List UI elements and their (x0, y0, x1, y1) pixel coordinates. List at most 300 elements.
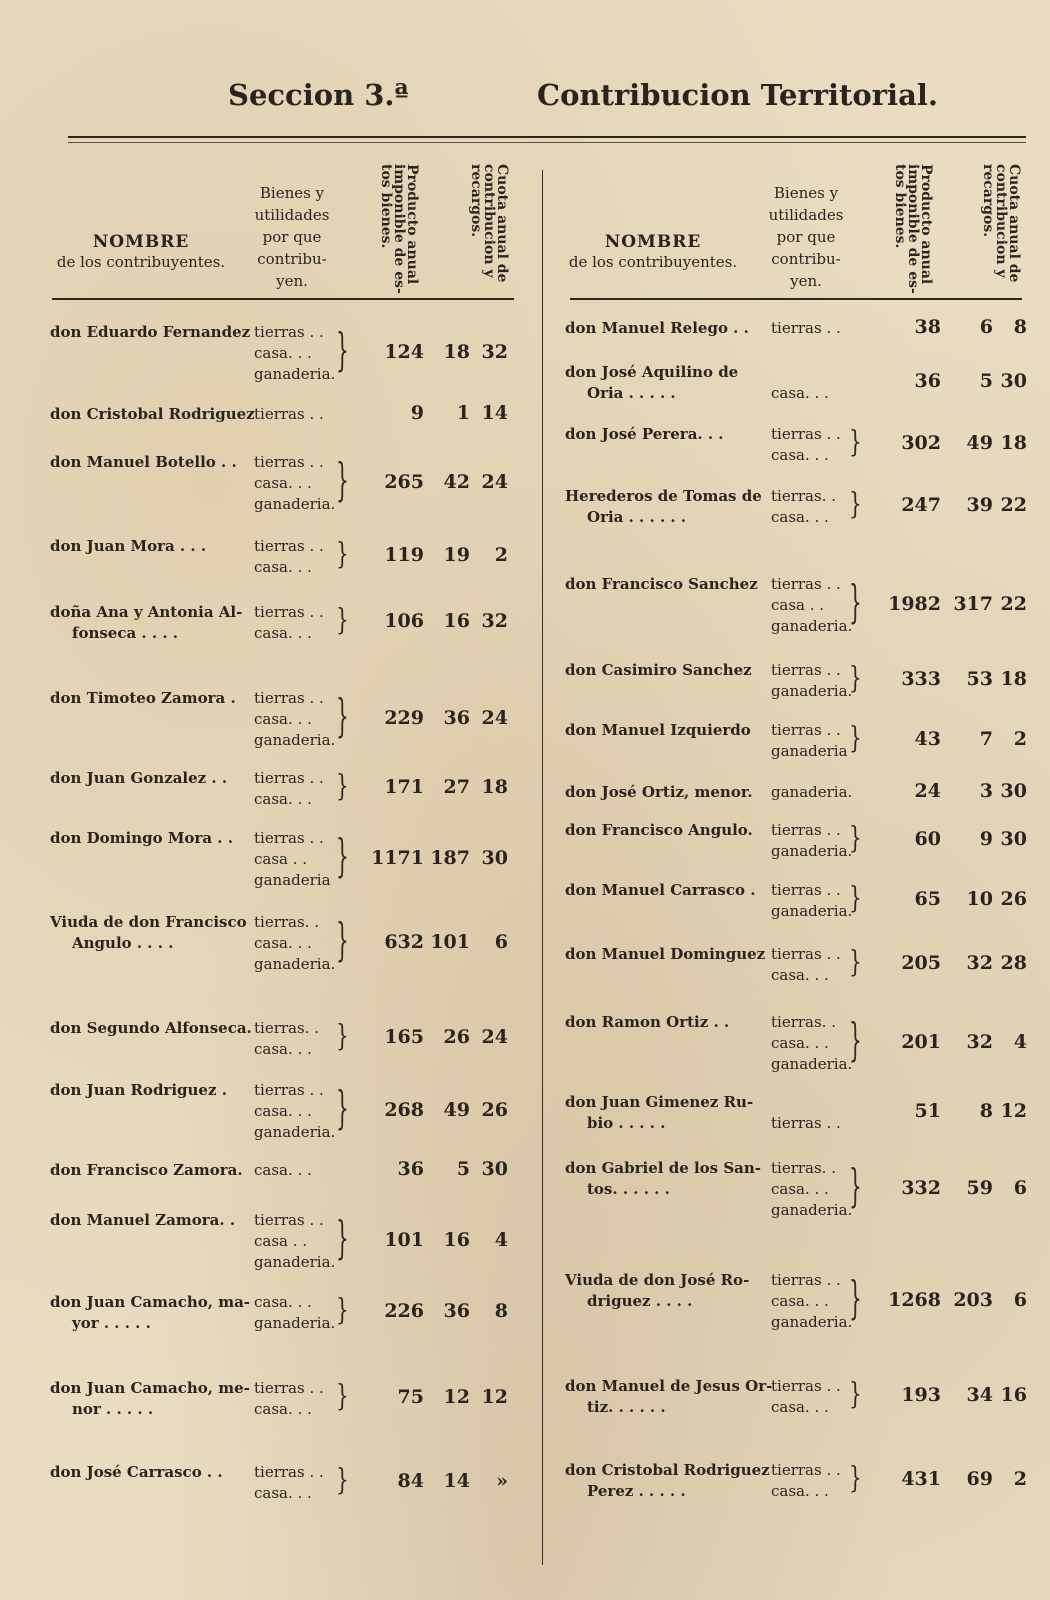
goods-item: ganaderia. (254, 1314, 336, 1332)
cuota-value: 34 (966, 1384, 993, 1406)
goods-item: tierras . . (254, 689, 324, 707)
contributor-entry (565, 1012, 1027, 1075)
cuota-value: 187 (430, 846, 470, 869)
contributor-name-line: Perez . . . . . (587, 1482, 686, 1500)
cuota-value: 317 (953, 592, 993, 615)
goods-list (771, 720, 848, 762)
goods-list (771, 574, 852, 637)
header-rule (68, 136, 1026, 138)
cuota-value: 59 (966, 1176, 993, 1199)
goods-list (771, 1270, 852, 1333)
contributor-name (565, 574, 758, 595)
name-header-bold: NOMBRE (604, 232, 702, 252)
goods-item: casa. . . (771, 384, 829, 402)
goods-list (254, 404, 324, 425)
contributor-name (50, 452, 237, 473)
goods-item: tierras. . (771, 487, 836, 505)
contributor-entry (565, 574, 1027, 637)
cuota-value: 8 (979, 1100, 993, 1122)
cuota-value: 9 (979, 828, 993, 850)
goods-item: tierras . . (254, 453, 324, 471)
brace-glyph: } (849, 878, 862, 915)
contributor-name (565, 1012, 729, 1033)
producto-value: 332 (901, 1176, 941, 1199)
contributor-name (50, 1018, 252, 1039)
goods-list (254, 1018, 319, 1060)
bienes-line: contribu- (257, 250, 327, 268)
contributor-entry (50, 912, 516, 975)
goods-item: tierras . . (771, 1114, 841, 1132)
contributor-name (565, 660, 752, 681)
brace-glyph: } (336, 687, 349, 742)
goods-item: tierras. . (771, 1159, 836, 1177)
goods-item: tierras . . (771, 945, 841, 963)
contributor-name (50, 1462, 223, 1483)
goods-item: tierras . . (771, 1377, 841, 1395)
brace-glyph: } (849, 1269, 862, 1324)
goods-list (771, 383, 829, 404)
goods-list (771, 318, 841, 339)
contributor-name-line: nor . . . . . (72, 1400, 154, 1418)
name-header-sub: de los contribuyentes. (568, 253, 738, 271)
producto-value: 171 (384, 776, 424, 798)
cents-value: 18 (1000, 432, 1027, 454)
contributor-entry (50, 1157, 516, 1181)
goods-list (254, 452, 335, 515)
contributor-name-line: don Manuel Relego . . (565, 319, 749, 337)
goods-list (254, 1462, 324, 1504)
contributor-name (565, 880, 755, 901)
cents-value: 2 (494, 544, 508, 566)
left-column-header (46, 150, 516, 300)
producto-value: 84 (397, 1470, 424, 1492)
cents-value: 26 (1000, 888, 1027, 910)
goods-item: ganaderia. (254, 495, 336, 513)
name-header-sub: de los contribuyentes. (56, 253, 226, 271)
goods-item: casa. . . (254, 344, 312, 362)
contributor-name-line: don Francisco Angulo. (565, 821, 753, 839)
producto-value: 60 (914, 828, 941, 850)
goods-item: ganaderia. (771, 783, 853, 801)
contributor-name-line: don Francisco Zamora. (50, 1161, 243, 1179)
contributor-entry (50, 452, 516, 515)
goods-item: ganaderia. (771, 1055, 853, 1073)
cents-value: 2 (1013, 1468, 1027, 1490)
contributor-name-line: Oria . . . . . . (587, 508, 687, 526)
contributor-entry (565, 1158, 1027, 1221)
contributor-entry (50, 688, 516, 751)
contributor-name (50, 1210, 235, 1231)
goods-item: ganaderia. (771, 842, 853, 860)
goods-item: ganaderia. (254, 731, 336, 749)
producto-column-header: Producto anual imponible de es- tos bienes. (378, 164, 420, 294)
producto-value: 1171 (371, 846, 424, 869)
left-header-rule (52, 298, 514, 300)
cents-value: 32 (481, 340, 508, 363)
goods-item: casa. . . (254, 624, 312, 642)
goods-list (771, 1158, 852, 1221)
contributor-name (565, 782, 753, 803)
contributor-name-line: don Manuel Izquierdo (565, 721, 751, 739)
contributor-entry (50, 828, 516, 891)
contributor-name (565, 1270, 749, 1312)
cuota-value: 16 (443, 1228, 470, 1251)
goods-list (254, 1378, 324, 1420)
contributor-entry (565, 1270, 1027, 1333)
contributor-name-line: don Juan Gonzalez . . (50, 769, 228, 787)
contributor-name-line: Viuda de don Francisco (50, 913, 247, 931)
cuota-column-header: Cuota anual de contribucion y recargos. (980, 164, 1022, 283)
cents-value: 8 (1013, 315, 1027, 338)
cuota-value: 3 (979, 779, 993, 802)
goods-list (254, 912, 335, 975)
goods-item: tierras . . (771, 821, 841, 839)
cents-value: 12 (1000, 1100, 1027, 1122)
contributor-entry (50, 401, 516, 425)
name-column-header (558, 232, 748, 272)
contributor-name (565, 944, 765, 965)
goods-list (771, 424, 841, 466)
producto-value: 124 (384, 340, 424, 363)
producto-value: 201 (901, 1030, 941, 1053)
contributor-entry (565, 720, 1027, 762)
cuota-value: 7 (979, 728, 993, 750)
producto-value: 226 (384, 1300, 424, 1322)
contributor-entry (565, 779, 1027, 803)
goods-item: tierras . . (771, 319, 841, 337)
goods-list (254, 828, 331, 891)
cuota-value: 49 (966, 432, 993, 454)
cuota-value: 49 (443, 1098, 470, 1121)
cuota-value: 69 (966, 1468, 993, 1490)
goods-item: casa. . . (771, 446, 829, 464)
bienes-line: yen. (276, 272, 308, 290)
producto-value: 165 (384, 1026, 424, 1048)
brace-glyph: } (336, 911, 349, 966)
goods-list (254, 1210, 335, 1273)
contributor-name-line: don Gabriel de los San- (565, 1159, 762, 1177)
cents-value: 22 (1000, 592, 1027, 615)
contributor-entry (50, 1210, 516, 1273)
contributor-name-line: fonseca . . . . (72, 624, 178, 642)
contributor-name-line: tos. . . . . . (587, 1180, 670, 1198)
contributor-entry (50, 1462, 516, 1504)
contributor-name (50, 828, 233, 849)
goods-item: ganaderia (254, 871, 331, 889)
producto-value: 9 (410, 401, 424, 424)
goods-item: casa. . . (254, 1040, 312, 1058)
contributor-entry (565, 362, 1027, 404)
goods-list (254, 536, 324, 578)
cents-value: 30 (1000, 370, 1027, 392)
cuota-value: 26 (443, 1026, 470, 1048)
contributor-entry (565, 1460, 1027, 1502)
goods-item: casa. . . (254, 710, 312, 728)
goods-item: ganaderia. (254, 365, 336, 383)
cuota-value: 42 (443, 470, 470, 493)
cents-value: 24 (481, 1026, 508, 1048)
contributor-name (565, 424, 724, 445)
header-rule-thin (68, 142, 1026, 143)
goods-list (254, 1160, 312, 1181)
contributor-name-line: don Domingo Mora . . (50, 829, 233, 847)
name-column-header (46, 232, 236, 272)
contributor-name-line: don Ramon Ortiz . . (565, 1013, 730, 1031)
contributor-name (565, 1092, 753, 1134)
contributor-name (565, 720, 751, 741)
goods-list (771, 820, 852, 862)
cuota-value: 5 (979, 370, 993, 392)
contributor-name (50, 1080, 227, 1101)
goods-item: ganaderia. (254, 1123, 336, 1141)
bienes-line: utilidades (768, 206, 844, 224)
producto-value: 268 (384, 1098, 424, 1121)
brace-glyph: } (336, 827, 349, 882)
contributor-entry (565, 315, 1027, 339)
contributor-name (50, 404, 255, 425)
contributor-name-line: Oria . . . . . (587, 384, 676, 402)
cents-value: 8 (494, 1300, 508, 1322)
goods-item: tierras . . (771, 575, 841, 593)
goods-list (254, 1080, 335, 1143)
contributor-name-line: don José Ortiz, menor. (565, 783, 753, 801)
cents-value: 30 (481, 846, 508, 869)
contributor-name (50, 322, 250, 343)
goods-item: ganaderia. (254, 1253, 336, 1271)
producto-value: 302 (901, 432, 941, 454)
contributor-entry (565, 880, 1027, 922)
contributor-name-line: yor . . . . . (72, 1314, 151, 1332)
producto-value: 36 (397, 1157, 424, 1180)
contributor-name (50, 688, 236, 709)
contributor-name-line: tiz. . . . . . (587, 1398, 666, 1416)
goods-item: tierras . . (254, 1211, 324, 1229)
goods-item: casa. . . (254, 934, 312, 952)
cuota-value: 27 (443, 776, 470, 798)
bienes-line: utilidades (254, 206, 330, 224)
goods-item: casa. . . (771, 966, 829, 984)
goods-list (771, 1012, 852, 1075)
producto-value: 24 (914, 779, 941, 802)
cuota-value: 203 (953, 1288, 993, 1311)
cuota-value: 39 (966, 494, 993, 516)
contributor-entry (565, 1092, 1027, 1134)
cents-value: 28 (1000, 952, 1027, 974)
brace-glyph: } (336, 451, 349, 506)
goods-item: tierras . . (254, 537, 324, 555)
bienes-line: Bienes y (259, 184, 325, 202)
contributor-name-line: don Timoteo Zamora . (50, 689, 236, 707)
goods-item: casa . . (254, 1232, 308, 1250)
goods-item: tierras . . (254, 1379, 324, 1397)
contributor-entry (50, 1378, 516, 1420)
goods-item: casa. . . (254, 474, 312, 492)
bienes-line: por que (776, 228, 836, 246)
contributor-entry (565, 486, 1027, 528)
contributor-name (50, 912, 247, 954)
contributor-entry (50, 536, 516, 578)
contributor-name (50, 602, 242, 644)
producto-value: 36 (914, 370, 941, 392)
goods-item: casa . . (771, 596, 825, 614)
cuota-value: 12 (443, 1386, 470, 1408)
contributor-name (565, 362, 738, 404)
contributor-entry (565, 660, 1027, 702)
bienes-line: Bienes y (773, 184, 839, 202)
goods-item: tierras . . (254, 1463, 324, 1481)
producto-value: 65 (914, 888, 941, 910)
contributor-entry (50, 1018, 516, 1060)
goods-item: tierras . . (771, 881, 841, 899)
cents-value: 18 (1000, 668, 1027, 690)
goods-item: ganaderia. (254, 955, 336, 973)
cuota-value: 6 (979, 315, 993, 338)
contributor-name (50, 1292, 250, 1334)
brace-glyph: } (849, 658, 862, 695)
contributor-name (565, 820, 753, 841)
contributor-entry (565, 1376, 1027, 1418)
cuota-value: 53 (966, 668, 993, 690)
cuota-value: 32 (966, 952, 993, 974)
goods-item: casa. . . (254, 790, 312, 808)
contributor-name-line: bio . . . . . (587, 1114, 666, 1132)
producto-value: 247 (901, 494, 941, 516)
brace-glyph: } (336, 600, 349, 637)
contributor-name-line: doña Ana y Antonia Al- (50, 603, 243, 621)
producto-value: 229 (384, 706, 424, 729)
cents-value: 16 (1000, 1384, 1027, 1406)
goods-item: tierras . . (771, 1461, 841, 1479)
contributor-name-line: don Juan Camacho, ma- (50, 1293, 251, 1311)
name-header-bold: NOMBRE (92, 232, 190, 252)
contributor-name-line: don Juan Mora . . . (50, 537, 207, 555)
contributor-name-line: Angulo . . . . (72, 934, 174, 952)
brace-glyph: } (336, 1460, 349, 1497)
producto-column-header: Producto anual imponible de es- tos bienes. (892, 164, 934, 294)
goods-item: tierras . . (771, 661, 841, 679)
brace-glyph: } (336, 1209, 349, 1264)
brace-glyph: } (849, 484, 862, 521)
cuota-value: 18 (443, 340, 470, 363)
goods-list (771, 782, 852, 803)
goods-item: casa. . . (254, 1293, 312, 1311)
cuota-value: 19 (443, 544, 470, 566)
producto-value: 43 (914, 728, 941, 750)
contributor-name-line: don Manuel de Jesus Or- (565, 1377, 773, 1395)
producto-value: 75 (397, 1386, 424, 1408)
contributor-name-line: don Manuel Dominguez (565, 945, 766, 963)
cuota-value: 5 (456, 1157, 470, 1180)
goods-item: casa. . . (254, 1102, 312, 1120)
goods-item: ganaderia. (771, 902, 853, 920)
goods-item: tierras . . (771, 425, 841, 443)
contributor-entry (50, 768, 516, 810)
producto-value: 333 (901, 668, 941, 690)
contributor-name-line: driguez . . . . (587, 1292, 693, 1310)
goods-list (254, 768, 324, 810)
brace-glyph: } (849, 573, 862, 628)
cuota-value: 16 (443, 610, 470, 632)
contributor-entry (565, 944, 1027, 986)
cents-value: 18 (481, 776, 508, 798)
cuota-value: 14 (443, 1470, 470, 1492)
brace-glyph: } (849, 1458, 862, 1495)
contributor-entry (565, 820, 1027, 862)
brace-glyph: } (336, 321, 349, 376)
goods-item: casa. . . (254, 558, 312, 576)
contributor-name-line: don Cristobal Rodriguez (50, 405, 255, 423)
contributor-name-line: don Eduardo Fernandez (50, 323, 251, 341)
contributor-name-line: don Casimiro Sanchez (565, 661, 752, 679)
cuota-value: 36 (443, 706, 470, 729)
contributor-name (50, 1378, 250, 1420)
brace-glyph: } (336, 1079, 349, 1134)
cents-value: 6 (1013, 1288, 1027, 1311)
goods-item: casa. . . (771, 1180, 829, 1198)
page-header (0, 78, 1050, 128)
goods-item: ganaderia. (771, 1201, 853, 1219)
goods-list (254, 1292, 335, 1334)
cents-value: 22 (1000, 494, 1027, 516)
contributor-name-line: don Juan Gimenez Ru- (565, 1093, 754, 1111)
contributor-name-line: don José Perera. . . (565, 425, 724, 443)
bienes-column-header (244, 182, 340, 292)
contributor-name-line: don Manuel Botello . . (50, 453, 237, 471)
bienes-line: contribu- (771, 250, 841, 268)
goods-item: tierras . . (254, 603, 324, 621)
goods-item: ganaderia (771, 742, 848, 760)
goods-item: tierras . . (254, 769, 324, 787)
cents-value: 6 (1013, 1176, 1027, 1199)
cuota-column-header: Cuota anual de contribucion y recargos. (468, 164, 510, 283)
contributor-name (565, 318, 749, 339)
cents-value: 14 (481, 401, 508, 424)
cents-value: 30 (481, 1157, 508, 1180)
contributor-name (565, 1376, 772, 1418)
goods-list (254, 688, 335, 751)
contributor-name (50, 536, 206, 557)
goods-item: casa . . (254, 850, 308, 868)
goods-item: tierras. . (254, 913, 319, 931)
brace-glyph: } (849, 718, 862, 755)
contributor-name-line: don Cristobal Rodriguez (565, 1461, 770, 1479)
goods-item: ganaderia. (771, 1313, 853, 1331)
contributor-name (50, 1160, 243, 1181)
right-column-header (558, 150, 1028, 300)
cents-value: 26 (481, 1098, 508, 1121)
brace-glyph: } (336, 1290, 349, 1327)
cents-value: 6 (494, 930, 508, 953)
contributor-name-line: don José Aquilino de (565, 363, 739, 381)
goods-list (254, 322, 335, 385)
contributor-name (50, 768, 227, 789)
producto-value: 51 (914, 1100, 941, 1122)
cuota-value: 101 (430, 930, 470, 953)
goods-item: tierras . . (254, 405, 324, 423)
goods-list (771, 1460, 841, 1502)
section-title: Seccion 3.ª (228, 78, 409, 112)
contributor-name-line: don Juan Camacho, me- (50, 1379, 250, 1397)
contributor-entry (565, 424, 1027, 466)
contributor-entry (50, 1080, 516, 1143)
contributor-name-line: don Manuel Zamora. . (50, 1211, 236, 1229)
contributor-name-line: don Francisco Sanchez (565, 575, 758, 593)
cents-value: 4 (494, 1228, 508, 1251)
producto-value: 119 (384, 544, 424, 566)
cuota-value: 1 (456, 401, 470, 424)
cuota-value: 36 (443, 1300, 470, 1322)
brace-glyph: } (336, 1376, 349, 1413)
